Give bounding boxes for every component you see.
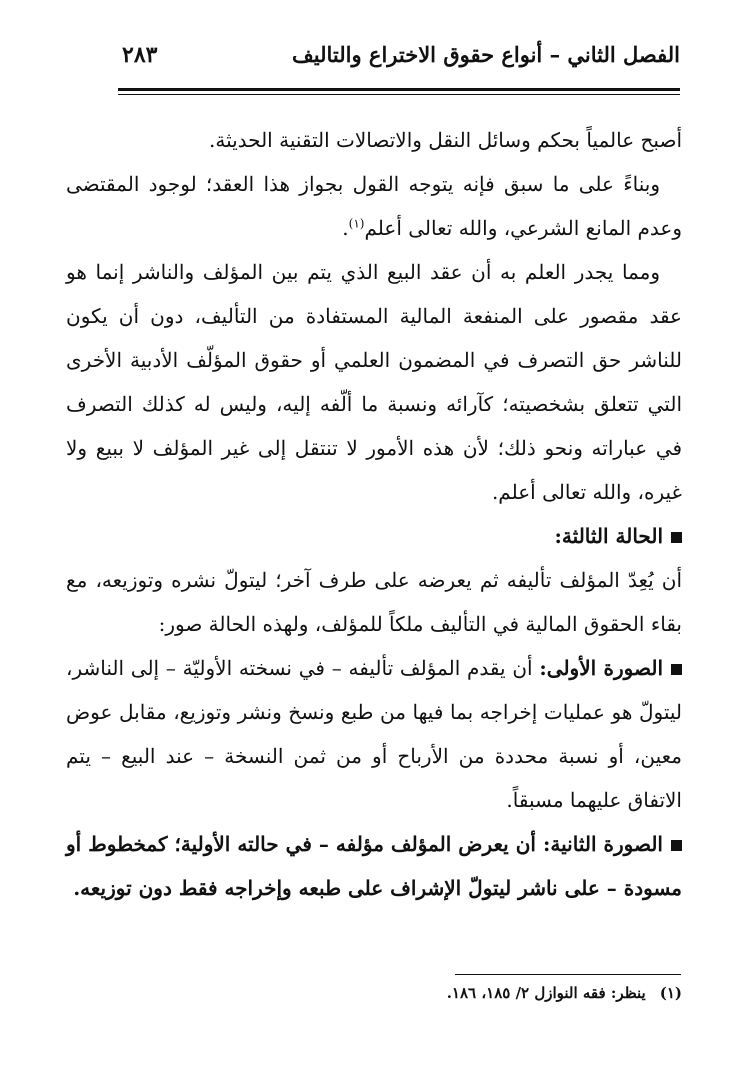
case-3-heading-line bbox=[66, 514, 682, 558]
square-bullet-icon bbox=[671, 532, 682, 543]
case-3-heading: الحالة الثالثة: bbox=[554, 524, 663, 548]
footnote-reference[interactable]: (١) bbox=[348, 216, 365, 231]
form-1-text: أن يقدم المؤلف تأليفه – في نسخته الأوليّة – إلى الناشر، ليتولّ هو عمليات إخراجه بما فيها من طبع ونسخ ونشر وتوزيع، مقابل عوض معين، أو نسبة محددة من الأرباح أو من ثمن النسخة – عند البيع – يتم الاتفاق عليهما مسبقاً. bbox=[66, 656, 682, 812]
footnote-marker: (١) bbox=[659, 984, 682, 1002]
paragraph-3: ومما يجدر العلم به أن عقد البيع الذي يتم بين المؤلف والناشر إنما هو عقد مقصور على المنفعة المالية المستفادة من التأليف، دون أن يكون للناشر حق التصرف في المضمون العلمي أو حقوق المؤلّف الأدبية الأخرى التي تتعلق بشخصيته؛ كآرائه ونسبة ما ألّفه إليه، وليس له كذلك التصرف في عباراته ونحو ذلك؛ لأن هذه الأمور لا تنتقل إلى غير المؤلف لا ببيع ولا غيره، والله تعالى أعلم. bbox=[66, 260, 682, 504]
page-header bbox=[118, 36, 680, 86]
page-number: ٢٨٣ bbox=[122, 42, 158, 68]
body-text bbox=[66, 118, 682, 910]
form-1-label: الصورة الأولى: bbox=[539, 656, 663, 680]
header-rule-thick bbox=[118, 88, 680, 91]
paragraph-2-end: . bbox=[342, 216, 349, 240]
form-1 bbox=[66, 646, 682, 822]
header-rule-thin bbox=[118, 94, 680, 95]
form-2-label: الصورة الثانية: bbox=[543, 832, 663, 856]
paragraph-2 bbox=[66, 162, 682, 250]
square-bullet-icon bbox=[671, 840, 682, 851]
footnote-text: ينظر: فقه النوازل ٢/ ١٨٥، ١٨٦. bbox=[446, 984, 646, 1002]
form-2-text: أن يعرض المؤلف مؤلفه – في حالته الأولية؛ كمخطوط أو مسودة – على ناشر ليتولّ الإشراف على طبعه وإخراجه فقط دون توزيعه. bbox=[66, 832, 682, 900]
footnote-separator bbox=[455, 974, 681, 975]
square-bullet-icon bbox=[671, 664, 682, 675]
footnote bbox=[380, 984, 682, 1002]
paragraph-2-text: وبناءً على ما سبق فإنه يتوجه القول بجواز هذا العقد؛ لوجود المقتضى وعدم المانع الشرعي، والله تعالى أعلم bbox=[66, 172, 682, 240]
paragraph-1: أصبح عالمياً بحكم وسائل النقل والاتصالات التقنية الحديثة. bbox=[209, 128, 682, 152]
paragraph-4: أن يُعِدّ المؤلف تأليفه ثم يعرضه على طرف آخر؛ ليتولّ نشره وتوزيعه، مع بقاء الحقوق المالية في التأليف ملكاً للمؤلف، ولهذه الحالة صور: bbox=[66, 568, 682, 636]
chapter-title: الفصل الثاني – أنواع حقوق الاختراع والتاليف bbox=[292, 42, 680, 67]
form-2 bbox=[66, 822, 682, 910]
